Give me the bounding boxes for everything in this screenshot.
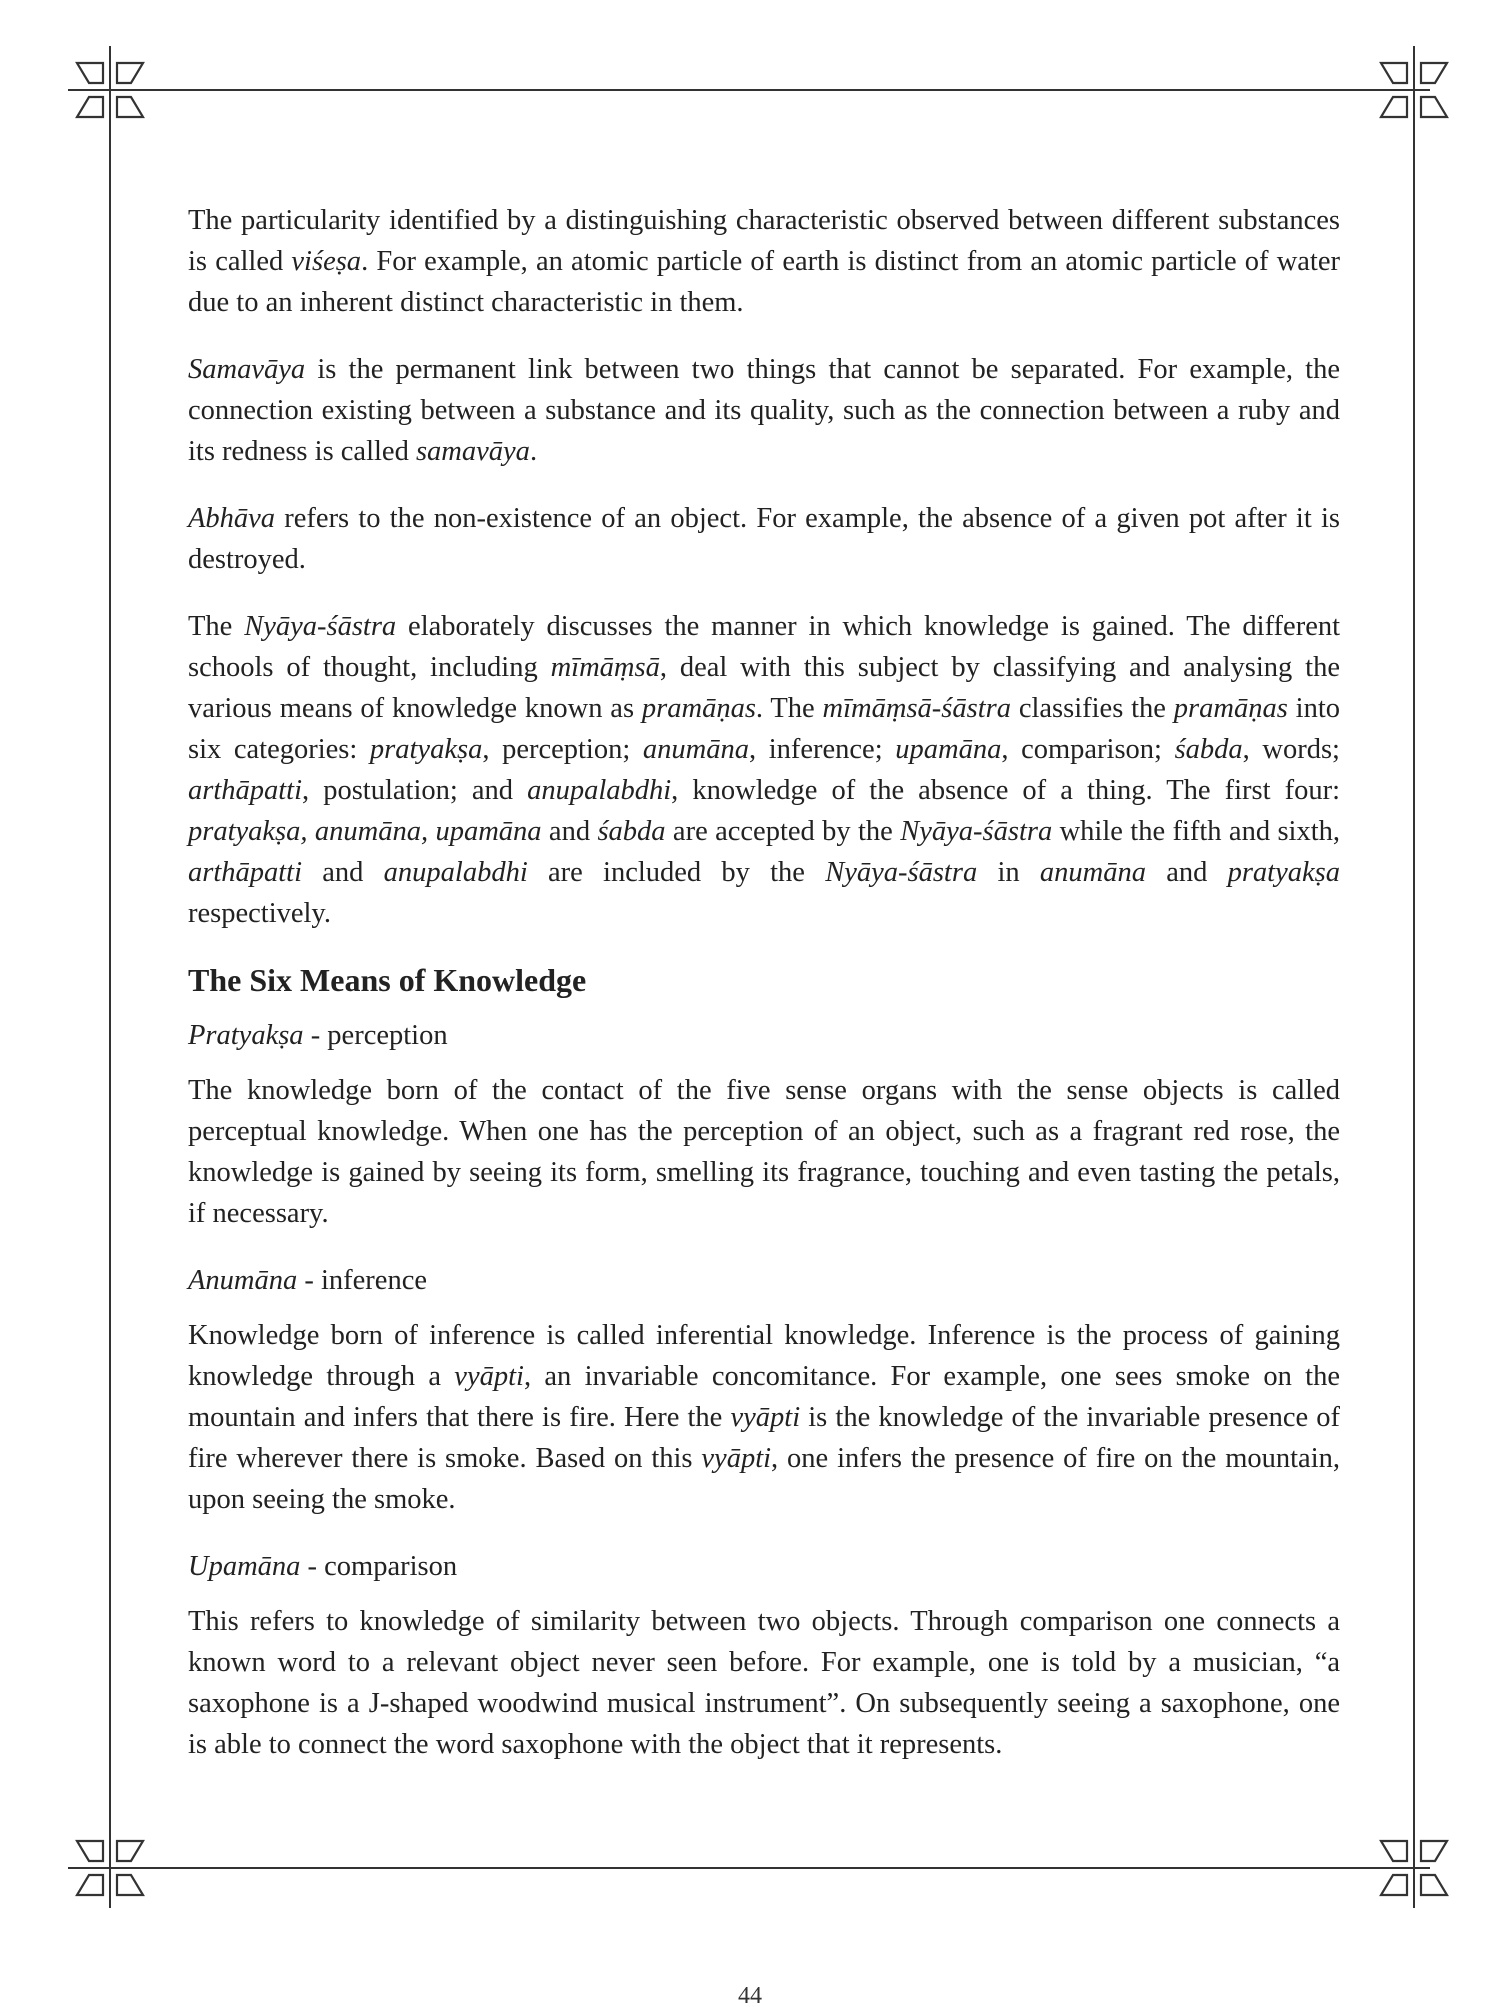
text: , postulation; and <box>302 775 528 806</box>
term: pratyakṣa, anumāna, upamāna <box>188 816 542 847</box>
border-top <box>68 89 1430 91</box>
paragraph-abhava <box>188 498 1340 580</box>
text: elaborately discusses the manner in which knowledge is gained. The different schools of thought, including <box>188 611 1341 683</box>
term: samavāya <box>415 436 530 467</box>
term: Nyāya-śāstra <box>825 857 978 888</box>
term: anupalabdhi <box>527 775 672 806</box>
text: The particularity identified by a distinguishing characteristic observed between different substances is called <box>188 205 1340 277</box>
text: Knowledge born of inference is called inferential knowledge. Inference is the process of gaining knowledge through a <box>188 1320 1340 1392</box>
text: are included by the <box>527 857 826 888</box>
section-heading: The Six Means of Knowledge <box>188 962 587 998</box>
text: , comparison; <box>1001 734 1175 765</box>
term: pramāṇas <box>1173 693 1288 724</box>
text: and <box>541 816 598 847</box>
term: mīmāṃsā-śāstra <box>822 693 1011 724</box>
corner-ornament-icon <box>55 35 165 145</box>
term: viśeṣa <box>291 246 362 277</box>
text: . For example, an atomic particle of earth is distinct from an atomic particle of water due to an inherent distinct characteristic in them. <box>188 246 1340 318</box>
paragraph-nyaya-sastra <box>188 606 1340 934</box>
text: is the knowledge of the invariable presence of fire wherever there is smoke. Based on this <box>188 1402 1340 1474</box>
term: Abhāva <box>188 503 276 534</box>
subheading-upamana <box>188 1546 1340 1587</box>
term: pratyakṣa <box>1227 857 1340 888</box>
text: , an invariable concomitance. For example, one sees smoke on the mountain and infers that there is fire. Here the <box>188 1361 1340 1433</box>
text: is the permanent link between two things that cannot be separated. For example, the connection existing between a substance and its quality, such as the connection between a ruby and its redness is called <box>188 354 1340 467</box>
term: pramāṇas <box>641 693 756 724</box>
term: arthāpatti <box>188 775 303 806</box>
text: are accepted by the <box>665 816 901 847</box>
term: Nyāya-śāstra <box>900 816 1053 847</box>
text: refers to the non-existence of an object. For example, the absence of a given pot after it is destroyed. <box>188 503 1340 575</box>
text: in <box>977 857 1040 888</box>
term: Pratyakṣa <box>188 1020 304 1051</box>
text: , one infers the presence of fire on the mountain, upon seeing the smoke. <box>188 1443 1340 1515</box>
text: . <box>529 436 538 467</box>
text: , words; <box>1242 734 1340 765</box>
paragraph-anumana <box>188 1315 1340 1520</box>
term: upamāna <box>895 734 1002 765</box>
subheading-anumana <box>188 1260 1340 1301</box>
text: and <box>302 857 384 888</box>
corner-ornament-icon <box>55 1813 165 1923</box>
term: Anumāna <box>188 1265 298 1296</box>
corner-ornament-icon <box>1359 35 1469 145</box>
term: śabda <box>597 816 666 847</box>
term: anumāna <box>1039 857 1146 888</box>
border-right <box>1413 46 1415 1908</box>
border-bottom <box>68 1867 1430 1869</box>
term: vyāpti <box>730 1402 801 1433</box>
gloss: - inference <box>297 1265 427 1296</box>
page-content <box>188 200 1340 1791</box>
subheading-pratyaksa <box>188 1015 1340 1056</box>
term: Upamāna <box>188 1551 301 1582</box>
text: , knowledge of the absence of a thing. The first four: <box>671 775 1340 806</box>
gloss: - perception <box>303 1020 448 1051</box>
text: , deal with this subject by classifying and analysing the various means of knowledge known as <box>188 652 1340 724</box>
text: respectively. <box>188 898 331 929</box>
term: anupalabdhi <box>383 857 528 888</box>
term: mīmāṃsā <box>550 652 660 683</box>
border-left <box>109 46 111 1908</box>
paragraph-samavaya <box>188 349 1340 472</box>
page-number: 44 <box>738 1983 762 2009</box>
paragraph-upamana: This refers to knowledge of similarity between two objects. Through comparison one connects a known word to a relevant object never seen before. For example, one is told by a musician, “a saxophone is a J-shaped woodwind musical instrument”. On subsequently seeing a saxophone, one is able to connect the word saxophone with the object that it represents. <box>188 1606 1340 1760</box>
term: arthāpatti <box>188 857 303 888</box>
term: Nyāya-śāstra <box>244 611 397 642</box>
paragraph-pratyaksa: The knowledge born of the contact of the five sense organs with the sense objects is called perceptual knowledge. When one has the perception of an object, such as a fragrant red rose, the knowledge is gained by seeing its form, smelling its fragrance, touching and even tasting the petals, if necessary. <box>188 1075 1340 1229</box>
text: into six categories: <box>188 693 1340 765</box>
term: anumāna <box>642 734 749 765</box>
text: , perception; <box>482 734 643 765</box>
term: śabda <box>1174 734 1243 765</box>
term: vyāpti <box>701 1443 772 1474</box>
text: while the fifth and sixth, <box>1052 816 1340 847</box>
paragraph-visesa <box>188 200 1340 323</box>
text: , inference; <box>748 734 896 765</box>
text: and <box>1145 857 1228 888</box>
text: The <box>188 611 245 642</box>
gloss: - comparison <box>300 1551 458 1582</box>
term: vyāpti <box>454 1361 524 1392</box>
term: pratyakṣa <box>369 734 483 765</box>
corner-ornament-icon <box>1359 1813 1469 1923</box>
term: Samavāya <box>188 354 306 385</box>
text: classifies the <box>1010 693 1174 724</box>
text: . The <box>755 693 823 724</box>
